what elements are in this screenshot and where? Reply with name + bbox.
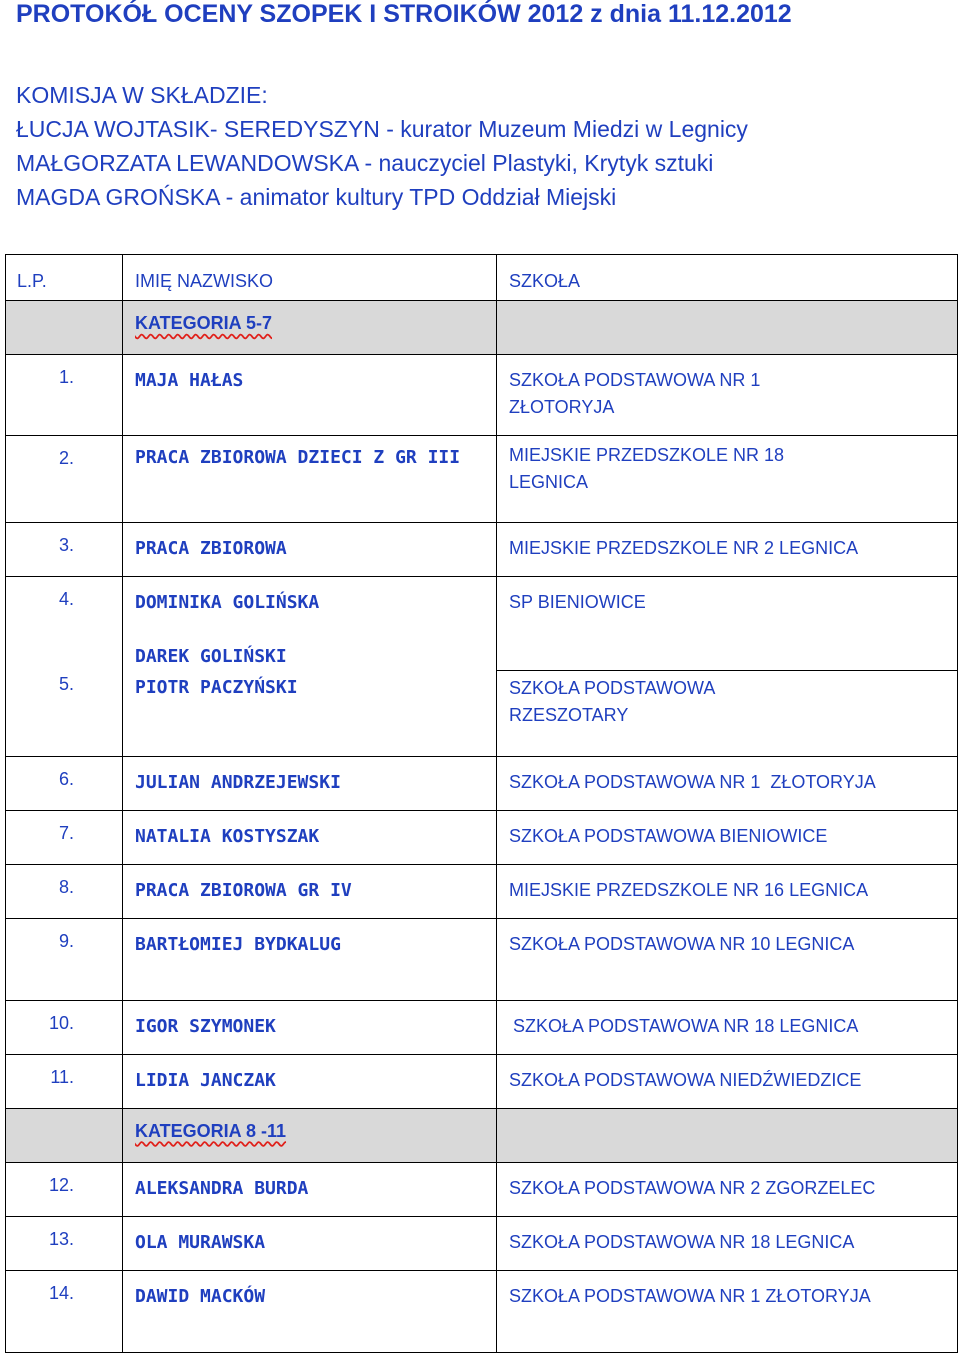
table-row: 13. OLA MURAWSKA SZKOŁA PODSTAWOWA NR 18 LEGNICA (6, 1216, 958, 1270)
table-row: 5. PIOTR PACZYŃSKI SZKOŁA PODSTAWOWA RZESZOTARY (6, 670, 958, 756)
table-row: 11. LIDIA JANCZAK SZKOŁA PODSTAWOWA NIEDŹWIEDZICE (6, 1054, 958, 1108)
category-label: KATEGORIA 8 -11 (135, 1120, 287, 1141)
table-row: 1. MAJA HAŁAS SZKOŁA PODSTAWOWA NR 1 ZŁOTORYJA (6, 355, 958, 436)
header-name: IMIĘ NAZWISKO (123, 255, 497, 301)
table-row: 4. DOMINIKA GOLIŃSKA DAREK GOLIŃSKI SP BIENIOWICE (6, 577, 958, 671)
category-row (6, 1108, 958, 1162)
table-row: 2. PRACA ZBIOROWA DZIECI Z GR III MIEJSKIE PRZEDSZKOLE NR 18 LEGNICA (6, 436, 958, 523)
category-label: KATEGORIA 5-7 (135, 313, 273, 333)
table-header-row (6, 255, 958, 301)
commission-heading: KOMISJA W SKŁADZIE: (16, 82, 268, 108)
table-row: 12. ALEKSANDRA BURDA SZKOŁA PODSTAWOWA NR 2 ZGORZELEC (6, 1162, 958, 1216)
commission-member: ŁUCJA WOJTASIK- SEREDYSZYN - kurator Muzeum Miedzi w Legnicy (16, 116, 748, 142)
table-row: 7. NATALIA KOSTYSZAK SZKOŁA PODSTAWOWA BIENIOWICE (6, 810, 958, 864)
table-row: 14. DAWID MACKÓW SZKOŁA PODSTAWOWA NR 1 ZŁOTORYJA (6, 1270, 958, 1352)
header-lp: L.P. (6, 255, 123, 301)
table-row: 8. PRACA ZBIOROWA GR IV MIEJSKIE PRZEDSZKOLE NR 16 LEGNICA (6, 864, 958, 918)
table-row: 9. BARTŁOMIEJ BYDKALUG SZKOŁA PODSTAWOWA NR 10 LEGNICA (6, 918, 958, 1000)
results-table (5, 254, 958, 1353)
table-row: 3. PRACA ZBIOROWA MIEJSKIE PRZEDSZKOLE NR 2 LEGNICA (6, 523, 958, 577)
commission-block (16, 78, 748, 214)
commission-member: MAŁGORZATA LEWANDOWSKA - nauczyciel Plastyki, Krytyk sztuki (16, 150, 714, 176)
header-school: SZKOŁA (497, 255, 958, 301)
table-row: 10. IGOR SZYMONEK SZKOŁA PODSTAWOWA NR 18 LEGNICA (6, 1000, 958, 1054)
category-row (6, 301, 958, 355)
table-row: 6. JULIAN ANDRZEJEWSKI SZKOŁA PODSTAWOWA NR 1 ZŁOTORYJA (6, 756, 958, 810)
document-title: PROTOKÓŁ OCENY SZOPEK I STROIKÓW 2012 z dnia 11.12.2012 (16, 0, 792, 28)
commission-member: MAGDA GROŃSKA - animator kultury TPD Oddział Miejski (16, 184, 617, 210)
